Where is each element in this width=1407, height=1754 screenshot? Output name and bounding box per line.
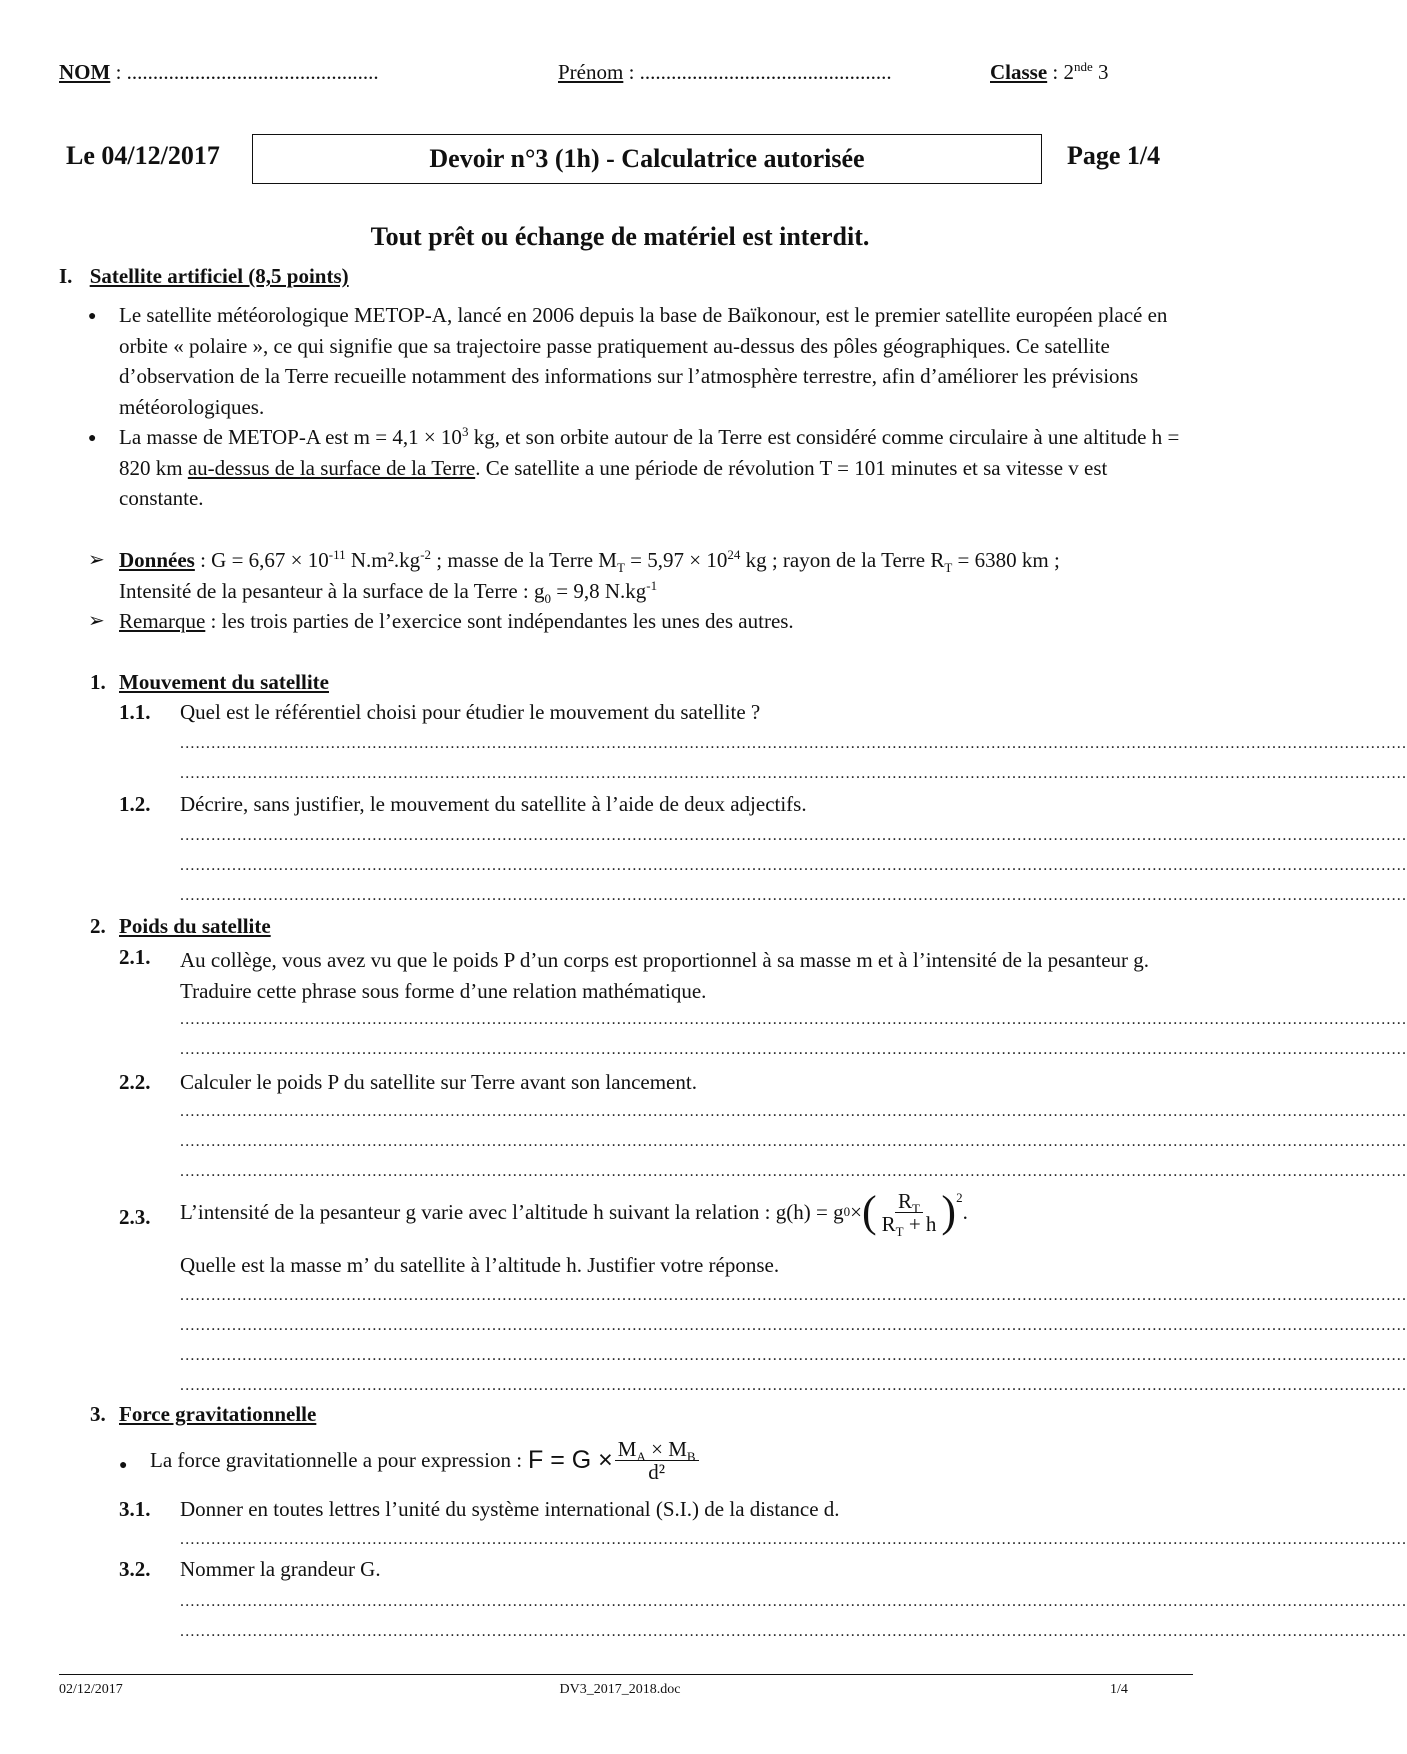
answer-line[interactable]: ............................................................................................................................................................................................................................................ bbox=[180, 1163, 1407, 1180]
exam-title: Devoir n°3 (1h) - Calculatrice autorisée bbox=[429, 144, 865, 173]
prenom-field[interactable]: : ................................................ bbox=[623, 60, 892, 84]
question-number: 2.1. bbox=[119, 945, 151, 969]
footer-filename: DV3_2017_2018.doc bbox=[559, 1682, 681, 1697]
text: . Ce satellite a une période de révolution T = 101 minutes et sa vitesse v est constante. bbox=[119, 455, 1108, 510]
denominator bbox=[879, 1211, 940, 1239]
question-number: 3.2. bbox=[119, 1557, 151, 1581]
bullet-icon: ● bbox=[88, 431, 97, 446]
remark-paragraph bbox=[119, 606, 1184, 637]
fraction bbox=[879, 1188, 940, 1239]
arrow-bullet-icon: ➢ bbox=[88, 610, 105, 632]
answer-line[interactable]: ............................................................................................................................................................................................................................................ bbox=[180, 827, 1407, 844]
text: : G = 6,67 × 10 bbox=[194, 548, 329, 572]
footer-page: 1/4 bbox=[1110, 1682, 1128, 1697]
part-3-number: 3. bbox=[90, 1402, 106, 1426]
gravitational-formula bbox=[150, 1434, 701, 1486]
sup: -2 bbox=[420, 547, 432, 562]
sub: T bbox=[616, 560, 625, 576]
answer-line[interactable]: ............................................................................................................................................................................................................................................ bbox=[180, 1103, 1407, 1120]
formula-lhs: F = G × bbox=[528, 1445, 613, 1474]
name-line bbox=[59, 60, 379, 85]
text: = 9,8 N.kg bbox=[551, 578, 647, 603]
text: ; masse de la Terre M bbox=[431, 548, 617, 572]
answer-line[interactable]: ............................................................................................................................................................................................................................................ bbox=[180, 1531, 1407, 1548]
part-1-title-text: Mouvement du satellite bbox=[119, 670, 329, 694]
firstname-line bbox=[558, 60, 892, 85]
arrow-bullet-icon: ➢ bbox=[88, 549, 105, 571]
sub: T bbox=[912, 1200, 920, 1216]
sup: -11 bbox=[328, 547, 346, 562]
question-1-1: Quel est le référentiel choisi pour étudier le mouvement du satellite ? bbox=[180, 700, 761, 724]
text: R bbox=[898, 1188, 913, 1213]
nom-field[interactable]: : ................................................ bbox=[110, 60, 379, 84]
text: Intensité de la pesanteur à la surface de la Terre : g bbox=[119, 578, 545, 603]
classe-value: : 2 bbox=[1047, 60, 1075, 84]
bullet-icon: ● bbox=[88, 309, 97, 324]
sub: T bbox=[944, 560, 953, 576]
classe-suffix: 3 bbox=[1092, 60, 1109, 84]
part-2-number: 2. bbox=[90, 914, 106, 938]
question-3-2: Nommer la grandeur G. bbox=[180, 1557, 381, 1581]
intro-paragraph-1: Le satellite météorologique METOP-A, lancé en 2006 depuis la base de Baïkonour, est le premier satellite européen placé en orbite « polaire », ce qui signifie que sa trajectoire passe pratiquement au-dessus des pôles géographiques. Ce satellite d’observation de la Terre recueille notamment des informations sur l’atmosphère terrestre, afin d’améliorer les prévisions météorologiques. bbox=[119, 303, 1168, 419]
question-number: 3.1. bbox=[119, 1497, 151, 1521]
sub: A bbox=[636, 1448, 646, 1464]
part-1-number: 1. bbox=[90, 670, 106, 694]
text: L’intensité de la pesanteur g varie avec l’altitude h suivant la relation : g(h) = g bbox=[180, 1199, 844, 1224]
answer-line[interactable]: ............................................................................................................................................................................................................................................ bbox=[180, 1287, 1407, 1304]
answer-line[interactable]: ............................................................................................................................................................................................................................................ bbox=[180, 1133, 1407, 1150]
classe-label: Classe bbox=[990, 60, 1048, 84]
text: × bbox=[850, 1199, 862, 1224]
text: R bbox=[881, 1211, 896, 1236]
sup: 24 bbox=[727, 547, 741, 562]
open-paren: ( bbox=[861, 1187, 877, 1236]
section-title: Satellite artificiel (8,5 points) bbox=[89, 264, 349, 288]
question-2-1: Au collège, vous avez vu que le poids P d’un corps est proportionnel à sa masse m et à l’intensité de la pesanteur g. Traduire cette phrase sous forme d’une relation mathématique. bbox=[180, 948, 1150, 1003]
question-number: 1.2. bbox=[119, 792, 151, 816]
question-number: 2.3. bbox=[119, 1205, 151, 1229]
question-2-3-b: Quelle est la masse m’ du satellite à l’altitude h. Justifier votre réponse. bbox=[180, 1253, 780, 1277]
answer-line[interactable]: ............................................................................................................................................................................................................................................ bbox=[180, 887, 1407, 904]
question-3-1: Donner en toutes lettres l’unité du système international (S.I.) de la distance d. bbox=[180, 1497, 840, 1521]
classe-sup: nde bbox=[1074, 59, 1093, 74]
answer-line[interactable]: ............................................................................................................................................................................................................................................ bbox=[180, 765, 1407, 782]
sub: 0 bbox=[544, 590, 552, 606]
text: : les trois parties de l’exercice sont indépendantes les unes des autres. bbox=[205, 609, 794, 633]
rule-notice: Tout prêt ou échange de matériel est interdit. bbox=[370, 222, 870, 251]
question-number: 2.2. bbox=[119, 1070, 151, 1094]
text: La masse de METOP-A est m = 4,1 × 10 bbox=[119, 425, 462, 449]
answer-line[interactable]: ............................................................................................................................................................................................................................................ bbox=[180, 1011, 1407, 1028]
page-indicator: Page 1/4 bbox=[1067, 141, 1161, 170]
part-3-title-text: Force gravitationnelle bbox=[119, 1402, 317, 1426]
intro-paragraph-2 bbox=[119, 422, 1184, 514]
bullet-icon: ● bbox=[119, 1458, 128, 1473]
question-2-2: Calculer le poids P du satellite sur Terre avant son lancement. bbox=[180, 1070, 697, 1094]
answer-line[interactable]: ............................................................................................................................................................................................................................................ bbox=[180, 735, 1407, 752]
denominator: d² bbox=[648, 1459, 666, 1484]
answer-line[interactable]: ............................................................................................................................................................................................................................................ bbox=[180, 1041, 1407, 1058]
section-number: I. bbox=[59, 264, 73, 288]
answer-line[interactable]: ............................................................................................................................................................................................................................................ bbox=[180, 1593, 1407, 1610]
data-paragraph bbox=[119, 545, 1184, 606]
prenom-label: Prénom bbox=[558, 60, 624, 84]
text: kg, et son orbite autour de la Terre est considéré comme circulaire à une altitude h = 820 km bbox=[119, 425, 1180, 480]
sup: -1 bbox=[646, 577, 658, 593]
close-paren: ) bbox=[941, 1187, 957, 1236]
text: = 6380 km ; bbox=[952, 548, 1060, 572]
text: + h bbox=[903, 1211, 937, 1236]
footer-divider bbox=[59, 1674, 1193, 1675]
answer-line[interactable]: ............................................................................................................................................................................................................................................ bbox=[180, 1623, 1407, 1640]
question-2-3: L’intensité de la pesanteur g varie avec l’altitude h suivant la relation : g(h) = g 0 × ( $\frac{R_T}{R_T + h}$ ) $^2$ . bbox=[180, 1187, 968, 1239]
remarque-label: Remarque bbox=[119, 609, 206, 633]
nom-label: NOM bbox=[59, 60, 111, 84]
part-3-title bbox=[119, 1402, 316, 1427]
part-1-title bbox=[119, 670, 329, 695]
question-1-2: Décrire, sans justifier, le mouvement du satellite à l’aide de deux adjectifs. bbox=[180, 792, 807, 816]
section-heading bbox=[59, 264, 349, 289]
text: N.m².kg bbox=[345, 548, 421, 572]
text: kg ; rayon de la Terre R bbox=[740, 548, 945, 572]
sub: B bbox=[686, 1448, 696, 1464]
underlined-text: au-dessus de la surface de la Terre bbox=[187, 455, 476, 480]
numerator bbox=[895, 1188, 923, 1216]
text: La force gravitationnelle a pour expression : bbox=[150, 1447, 523, 1472]
answer-line[interactable]: ............................................................................................................................................................................................................................................ bbox=[180, 1317, 1407, 1334]
sub: T bbox=[895, 1223, 904, 1239]
exam-title-box bbox=[252, 134, 1042, 184]
exam-date: Le 04/12/2017 bbox=[66, 141, 220, 170]
donnees-label: Données bbox=[119, 548, 195, 572]
fraction bbox=[615, 1438, 699, 1483]
part-2-title bbox=[119, 914, 271, 939]
class-line bbox=[990, 60, 1109, 85]
numerator bbox=[615, 1436, 699, 1464]
answer-line[interactable]: ............................................................................................................................................................................................................................................ bbox=[180, 1347, 1407, 1364]
text: × M bbox=[645, 1436, 687, 1461]
sup: 3 bbox=[461, 424, 469, 439]
answer-line[interactable]: ............................................................................................................................................................................................................................................ bbox=[180, 857, 1407, 874]
answer-line[interactable]: ............................................................................................................................................................................................................................................ bbox=[180, 1377, 1407, 1394]
part-2-title-text: Poids du satellite bbox=[119, 914, 271, 938]
question-number: 1.1. bbox=[119, 700, 151, 724]
text: = 5,97 × 10 bbox=[624, 548, 728, 572]
text: . bbox=[962, 1199, 968, 1224]
text: M bbox=[617, 1436, 637, 1461]
footer-date: 02/12/2017 bbox=[59, 1682, 123, 1697]
